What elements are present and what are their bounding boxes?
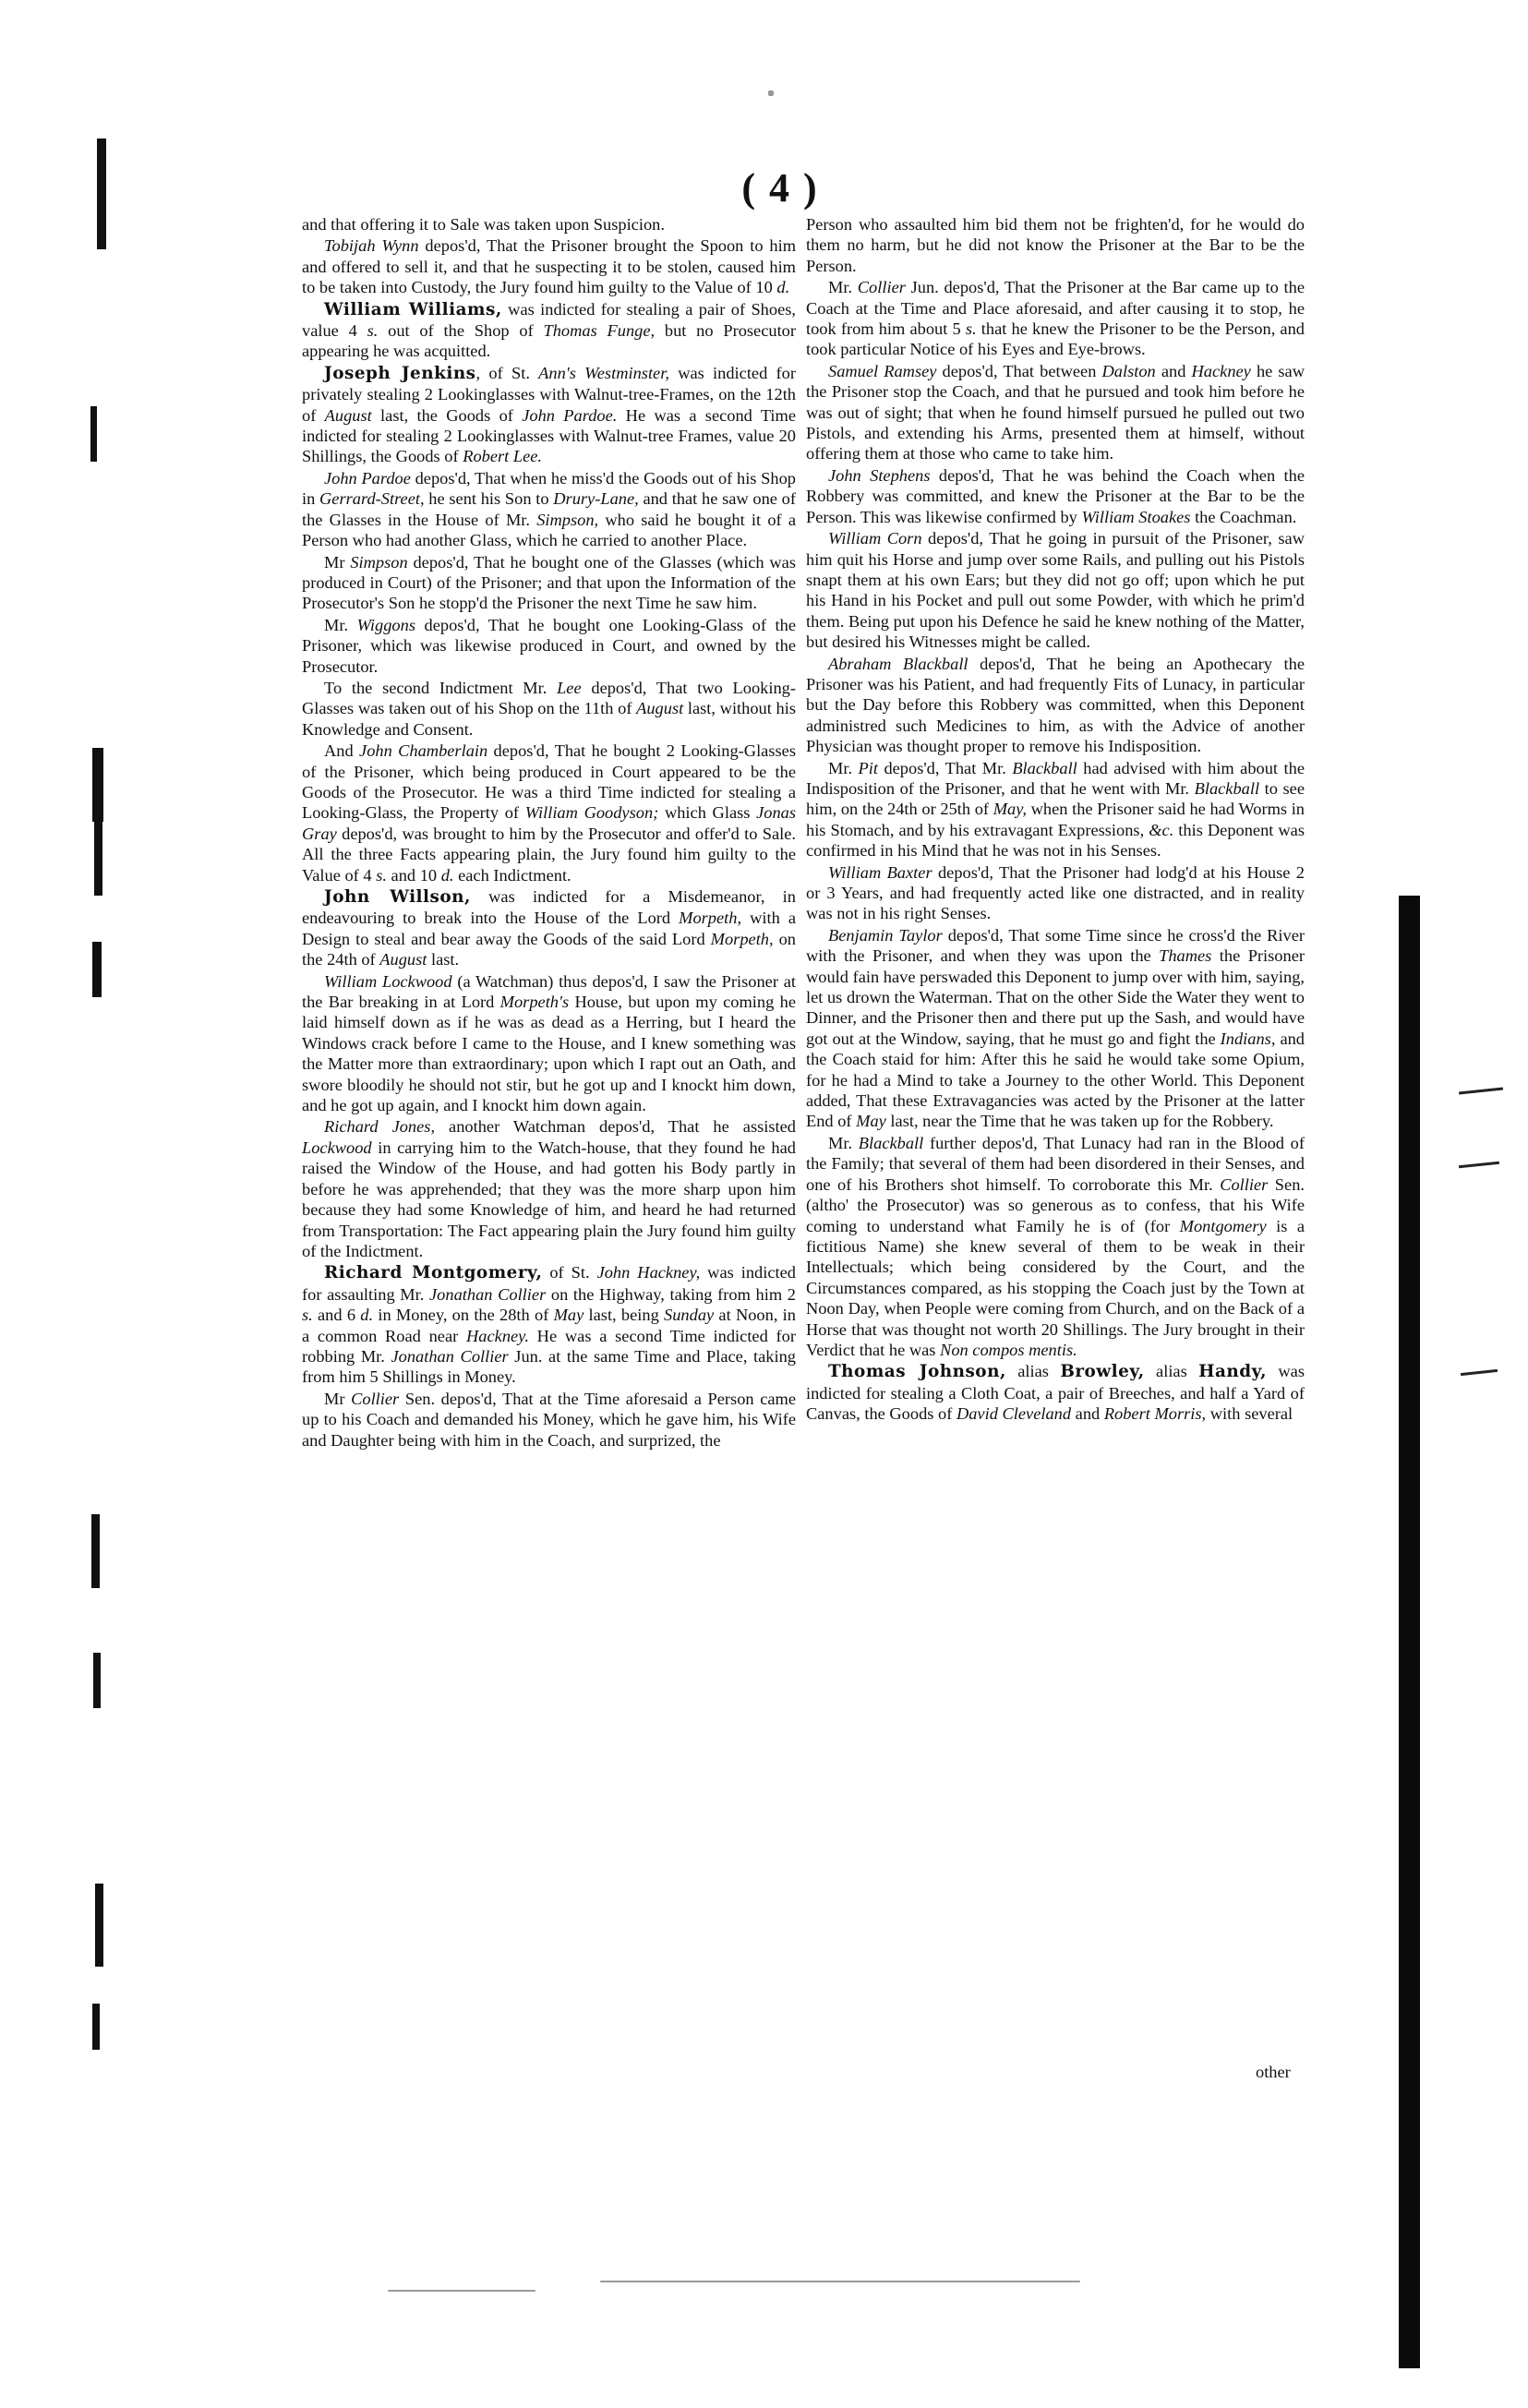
paragraph bbox=[302, 552, 796, 614]
scan-edge-mark bbox=[93, 1653, 101, 1708]
text-run: in carrying him to the Watch-house, that they found he had raised the Window of the House, and had gotten his Body partly in before he was apprehended; that they was the more sharp upon him because they had some Knowledge of him, and heard he had returned from Transportation: The Fact appearing plain the Jury found him guilty of the Indictment. bbox=[302, 1138, 796, 1260]
text-run: depos'd, That the Prisoner brought the Spoon to him and offered to sell it, and that he suspecting it to be stolen, caused him to be taken into Custody, the Jury found him guilty to the Value of 10 bbox=[302, 236, 796, 297]
text-run: was indicted for stealing a Cloth Coat, a pair of Breeches, and half a Yard of Canvas, the Goods of bbox=[806, 1362, 1305, 1424]
defendant-name: Joseph Jenkins bbox=[324, 363, 476, 383]
scan-stroke bbox=[1459, 1087, 1503, 1094]
text-run: He was a second Time indicted for stealing 2 Lookinglasses with Walnut-tree Frames, value 20 Shillings, the Goods of bbox=[302, 405, 797, 466]
italic-name: Montgomery bbox=[1179, 1216, 1267, 1235]
paragraph bbox=[806, 1133, 1305, 1360]
text-run: depos'd, That when he miss'd the Goods out of his Shop in bbox=[302, 468, 796, 509]
text-run: alias bbox=[1144, 1362, 1199, 1381]
paragraph bbox=[302, 740, 796, 885]
paragraph bbox=[806, 465, 1305, 527]
paragraph bbox=[806, 1361, 1305, 1424]
italic-name: Hackney. bbox=[466, 1326, 529, 1345]
italic-name: May, bbox=[993, 800, 1027, 819]
italic-name: Drury-Lane, bbox=[553, 489, 639, 509]
italic-name: Blackball bbox=[1012, 758, 1077, 777]
paragraph bbox=[302, 678, 796, 740]
scan-stroke bbox=[1461, 1369, 1498, 1376]
text-run: , of St. bbox=[475, 363, 539, 382]
right-column bbox=[806, 214, 1305, 1426]
italic-name: John Hackney, bbox=[596, 1263, 701, 1282]
paragraph bbox=[806, 528, 1305, 652]
italic-name: May bbox=[553, 1306, 584, 1325]
scan-stroke bbox=[1459, 1162, 1499, 1169]
text-run: House, but upon my coming he laid himself down as if he was as dead as a Herring, but I heard the Windows crack before I came to the House, and I knew something was the Matter more than extraordinary; upon which I rapt out an Oath, and swore bloodily he should not stir, but he got up and I knockt him down, and he got up again, and I knockt him down again. bbox=[302, 993, 796, 1115]
italic-name: s. bbox=[367, 321, 379, 341]
text-run: the Coachman. bbox=[1190, 507, 1297, 526]
text-run: last, the Goods of bbox=[371, 405, 523, 425]
italic-name: Thomas Funge, bbox=[543, 321, 656, 341]
italic-name: William Goodyson; bbox=[524, 803, 659, 823]
italic-name: Abraham Blackball bbox=[828, 654, 969, 673]
text-run: last, without his Knowledge and Consent. bbox=[302, 699, 796, 739]
scan-edge-mark bbox=[94, 813, 102, 896]
text-run: with a Design to steal and bear away the Goods of the said Lord bbox=[302, 909, 797, 948]
defendant-name: John Willson, bbox=[324, 887, 471, 907]
text-run: and the Coach staid for him: After this he said he would take some Opium, for he had a Mind to take a Journey to the other World. This Deponent added, That these Extravagancies was acted by the Prisoner at the latter End of bbox=[806, 1029, 1305, 1131]
paragraph bbox=[302, 971, 796, 1116]
text-run: which Glass bbox=[658, 803, 757, 823]
paragraph bbox=[302, 1389, 796, 1451]
text-run: depos'd, That he going in pursuit of the Prisoner, saw him quit his Horse and jump over some Rails, and pulling out his Pistols snapt them at his own Ears; but they did not go off; upon which he put his Hand in his Pocket and pull out some Powder, with which he prim'd them. Being put upon his Defence he said he knew nothing of the Matter, but desired his Witnesses might be called. bbox=[806, 529, 1305, 652]
text-run: was indicted for stealing a pair of Shoes, value 4 bbox=[302, 299, 796, 341]
italic-name: John Pardoe. bbox=[522, 405, 618, 425]
italic-name: Simpson bbox=[350, 552, 408, 572]
italic-name: s. bbox=[376, 865, 387, 885]
scan-edge-bar bbox=[1399, 896, 1420, 2368]
text-run: each Indictment. bbox=[453, 865, 571, 885]
text-run: of St. bbox=[542, 1263, 597, 1282]
text-run: but no Prosecutor appearing he was acquitted. bbox=[302, 321, 797, 361]
italic-name: Jonas Gray bbox=[302, 803, 796, 843]
text-run: when the Prisoner said he had Worms in his Stomach, and by his extravagant Expressions, bbox=[806, 800, 1305, 839]
italic-name: John Chamberlain bbox=[359, 741, 488, 761]
italic-name: Sunday bbox=[664, 1306, 715, 1325]
italic-name: d. bbox=[776, 278, 790, 297]
text-run: depos'd, That he bought one of the Glasses (which was produced in Court) of the Prisoner; and that upon the Information of the Prosecutor's Son he stopp'd the Prisoner the next Time he saw him. bbox=[302, 552, 796, 613]
scan-edge-mark bbox=[92, 942, 102, 997]
text-run: last, being bbox=[584, 1306, 665, 1325]
paragraph bbox=[806, 758, 1305, 861]
text-run: Mr bbox=[324, 552, 351, 572]
text-run: on the Highway, taking from him 2 bbox=[546, 1284, 796, 1304]
text-run: was indicted for a Misdemeanor, in endeavouring to break into the House of the Lord bbox=[302, 887, 796, 928]
italic-name: Morpeth's bbox=[499, 993, 570, 1012]
text-run: and that offering it to Sale was taken upon Suspicion. bbox=[302, 215, 665, 234]
catchword: other bbox=[1256, 2063, 1291, 2081]
italic-name: Morpeth, bbox=[710, 929, 774, 948]
paragraph bbox=[302, 363, 796, 467]
text-run: with several bbox=[1206, 1404, 1293, 1424]
text-run: depos'd, That some Time since he cross'd the River with the Prisoner, and when they was upon the bbox=[806, 925, 1305, 966]
text-run: at Noon, in a common Road near bbox=[302, 1306, 796, 1345]
italic-name: Lee bbox=[557, 678, 582, 697]
text-run: is a fictitious Name) she knew several of them to be weak in their Intellectuals; which being considered by the Court, and the Circumstances compared, as his stopping the Coach just by the Town at Noon Day, when People were coming from Church, and on the Back of a Horse that was thought not worth 20 Shillings. The Jury brought in their Verdict that he was bbox=[806, 1216, 1305, 1359]
text-run: and 6 bbox=[312, 1306, 361, 1325]
text-run: the Prisoner would fain have perswaded this Deponent to jump over with him, saying, let us drown the Waterman. That on the other Side the Water they went to Dinner, and the Prisoner then and there put up the Sash, and would have got out at the Window, saying, that he must go and fight the bbox=[806, 946, 1305, 1048]
scan-speck bbox=[600, 2281, 1080, 2282]
italic-name: Tobijah Wynn bbox=[324, 236, 419, 256]
italic-name: May bbox=[856, 1112, 886, 1131]
italic-name: August bbox=[636, 699, 684, 718]
text-run: out of the Shop of bbox=[378, 321, 544, 341]
text-run: And bbox=[324, 741, 360, 761]
text-run: Sen. (altho' the Prosecutor) was so generous as to confess, that his Wife coming to understand what Family he is of (for bbox=[806, 1174, 1305, 1235]
text-run: this Deponent was confirmed in his Mind that he was not in his Senses. bbox=[806, 820, 1305, 861]
text-run: he sent his Son to bbox=[424, 489, 554, 509]
text-run: Mr. bbox=[828, 758, 859, 777]
defendant-name: William Williams, bbox=[324, 299, 502, 319]
text-run: depos'd, That he was behind the Coach when the Robbery was committed, and knew the Prisoner at the Bar to be the Person. This was likewise confirmed by bbox=[806, 465, 1305, 526]
text-run: further depos'd, That Lunacy had ran in the Blood of the Family; that several of them had been disordered in their Senses, and one of his Brothers shot himself. To corroborate this Mr. bbox=[806, 1133, 1305, 1194]
italic-name: d. bbox=[440, 865, 454, 885]
text-run: depos'd, That he bought 2 Looking-Glasses of the Prisoner, which being produced in Court appeared to be the Goods of the Prosecutor. He was a third Time indicted for stealing a Looking-Glass, the Property of bbox=[302, 741, 796, 823]
text-run: and bbox=[1071, 1404, 1104, 1424]
scan-edge-mark bbox=[90, 406, 97, 462]
scan-speck bbox=[768, 90, 774, 96]
italic-name: John Pardoe bbox=[324, 468, 411, 488]
text-run: depos'd, That Mr. bbox=[877, 758, 1013, 777]
italic-name: Richard Jones, bbox=[324, 1117, 436, 1137]
paragraph bbox=[302, 886, 796, 970]
text-run: He was a second Time indicted for robbing Mr. bbox=[302, 1326, 796, 1366]
text-run: had advised with him about the Indisposition of the Prisoner, and that he went with Mr. bbox=[806, 758, 1305, 798]
italic-name: John Stephens bbox=[828, 465, 931, 485]
text-run: Mr. bbox=[828, 1133, 859, 1152]
italic-name: Morpeth, bbox=[679, 909, 742, 928]
italic-name: Simpson, bbox=[536, 510, 599, 529]
italic-name: William Baxter bbox=[828, 862, 932, 882]
paragraph bbox=[302, 615, 796, 677]
text-run: Sen. depos'd, That at the Time aforesaid a Person came up to his Coach and demanded his Money, which he gave him, his Wife and Daughter being with him in the Coach, and surprized, the bbox=[302, 1389, 796, 1450]
text-run: last, near the Time that he was taken up for the Robbery. bbox=[885, 1112, 1274, 1131]
text-run: last. bbox=[427, 950, 460, 969]
italic-name: Robert Morris, bbox=[1103, 1404, 1207, 1424]
defendant-name: Handy, bbox=[1198, 1362, 1267, 1382]
italic-name: William Stoakes bbox=[1081, 507, 1191, 526]
italic-name: Jonathan Collier bbox=[391, 1346, 509, 1366]
paragraph bbox=[302, 468, 796, 551]
italic-name: Samuel Ramsey bbox=[828, 361, 937, 380]
text-run: depos'd, That he bought one Looking-Glass of the Prisoner, which was likewise produced in Court, and owned by the Prosecutor. bbox=[302, 615, 796, 676]
italic-name: Collier bbox=[1220, 1174, 1269, 1194]
scan-edge-mark bbox=[92, 2004, 100, 2050]
text-run: depos'd, was brought to him by the Prosecutor and offer'd to Sale. All the three Facts appearing plain, the Jury found him guilty to the Value of 4 bbox=[302, 824, 796, 885]
italic-name: Jonathan Collier bbox=[429, 1284, 547, 1304]
paragraph bbox=[806, 277, 1305, 360]
italic-name: David Cleveland bbox=[956, 1404, 1072, 1424]
text-run: and bbox=[1155, 361, 1192, 380]
text-run: To the second Indictment Mr. bbox=[324, 678, 558, 697]
text-run: he saw the Prisoner stop the Coach, and that he pursued and took him before he was out of sight; that when he found himself pursued he pulled out two Pistols, and extending his Arms, presented them at himself, without offering them at those who came to take him. bbox=[806, 361, 1305, 464]
italic-name: Thames bbox=[1159, 946, 1212, 966]
italic-name: d. bbox=[360, 1306, 374, 1325]
italic-name: Robert Lee. bbox=[463, 447, 543, 466]
defendant-name: Richard Montgomery, bbox=[324, 1263, 543, 1283]
italic-name: Dalston bbox=[1101, 361, 1156, 380]
italic-name: Indians, bbox=[1220, 1029, 1276, 1048]
text-run: to see him, on the 24th or 25th of bbox=[806, 778, 1305, 819]
scan-edge-mark bbox=[95, 1884, 103, 1967]
defendant-name: Browley, bbox=[1060, 1362, 1145, 1382]
text-run: and that he saw one of the Glasses in the House of Mr. bbox=[302, 489, 796, 529]
italic-name: August bbox=[324, 405, 372, 425]
text-run: depos'd, That he being an Apothecary the Prisoner was his Patient, and had frequently Fits of Lunacy, in particular but the Day before this Robbery was committed, when this Deponent administred such Medicines to him, as with the Advice of another Physician was thought proper to remove his Indisposition. bbox=[806, 654, 1305, 756]
paragraph bbox=[806, 862, 1305, 924]
text-run: was indicted for assaulting Mr. bbox=[302, 1263, 796, 1304]
text-run: Jun. depos'd, That the Prisoner at the Bar came up to the Coach at the Time and Place aforesaid, and after causing it to stop, he took from him about 5 bbox=[806, 278, 1305, 339]
italic-name: Wiggons bbox=[356, 615, 415, 634]
italic-name: Pit bbox=[858, 758, 878, 777]
italic-name: Lockwood bbox=[302, 1138, 372, 1157]
text-run: another Watchman depos'd, That he assisted bbox=[435, 1117, 796, 1137]
italic-name: s. bbox=[965, 319, 977, 339]
scan-edge-mark bbox=[97, 138, 106, 249]
paragraph bbox=[806, 925, 1305, 1132]
italic-name: William Lockwood bbox=[324, 971, 452, 991]
italic-name: Hackney bbox=[1191, 361, 1251, 380]
defendant-name: Thomas Johnson, bbox=[828, 1362, 1006, 1382]
italic-name: s. bbox=[302, 1306, 313, 1325]
text-run: depos'd, That between bbox=[936, 361, 1102, 380]
italic-name: August bbox=[379, 950, 427, 969]
scan-speck bbox=[388, 2290, 535, 2292]
text-run: alias bbox=[1005, 1362, 1061, 1381]
text-run: Person who assaulted him bid them not be frighten'd, for he would do them no harm, but he did not know the Prisoner at the Bar to be the Person. bbox=[806, 215, 1305, 275]
italic-name: Collier bbox=[351, 1389, 400, 1408]
paragraph bbox=[806, 654, 1305, 757]
italic-name: William Corn bbox=[828, 529, 922, 548]
paragraph bbox=[302, 235, 796, 297]
left-column bbox=[302, 214, 796, 1451]
text-run: (a Watchman) thus depos'd, I saw the Prisoner at the Bar breaking in at Lord bbox=[302, 971, 796, 1012]
text-run: Jun. at the same Time and Place, taking from him 5 Shillings in Money. bbox=[302, 1346, 797, 1387]
page-number: ( 4 ) bbox=[741, 165, 819, 211]
text-run: Mr bbox=[324, 1389, 352, 1408]
paragraph bbox=[302, 214, 796, 235]
scan-edge-mark bbox=[91, 1514, 100, 1588]
text-run: Mr. bbox=[324, 615, 357, 634]
text-run: and 10 bbox=[386, 865, 441, 885]
text-run: Mr. bbox=[828, 278, 858, 297]
paragraph bbox=[302, 1116, 796, 1261]
italic-name: &c. bbox=[1149, 820, 1174, 839]
italic-name: Ann's Westminster, bbox=[538, 363, 669, 382]
text-run: in Money, on the 28th of bbox=[373, 1306, 554, 1325]
italic-name: Blackball bbox=[858, 1133, 924, 1152]
text-run: who said he bought it of a Person who had another Glass, which he carried to another Place. bbox=[302, 510, 797, 550]
text-run: depos'd, That the Prisoner had lodg'd at his House 2 or 3 Years, and had frequently acted like one distracted, and in reality was not in his right Senses. bbox=[806, 862, 1305, 923]
italic-name: Collier bbox=[857, 278, 906, 297]
italic-name: Non compos mentis. bbox=[940, 1340, 1077, 1359]
paragraph bbox=[302, 299, 796, 362]
paragraph bbox=[806, 214, 1305, 276]
text-run: on the 24th of bbox=[302, 929, 796, 969]
italic-name: Blackball bbox=[1194, 778, 1260, 798]
text-run: was indicted for privately stealing 2 Lookinglasses with Walnut-tree-Frames, on the 12th of bbox=[302, 363, 796, 425]
text-run: that he knew the Prisoner to be the Person, and took particular Notice of his Eyes and Eye-brows. bbox=[806, 319, 1305, 359]
scan-edge-mark bbox=[92, 748, 103, 822]
paragraph bbox=[806, 361, 1305, 464]
italic-name: Gerrard-Street, bbox=[319, 489, 425, 509]
italic-name: Benjamin Taylor bbox=[828, 925, 943, 945]
paragraph bbox=[302, 1262, 796, 1387]
text-run: depos'd, That two Looking-Glasses was taken out of his Shop on the 11th of bbox=[302, 678, 796, 718]
